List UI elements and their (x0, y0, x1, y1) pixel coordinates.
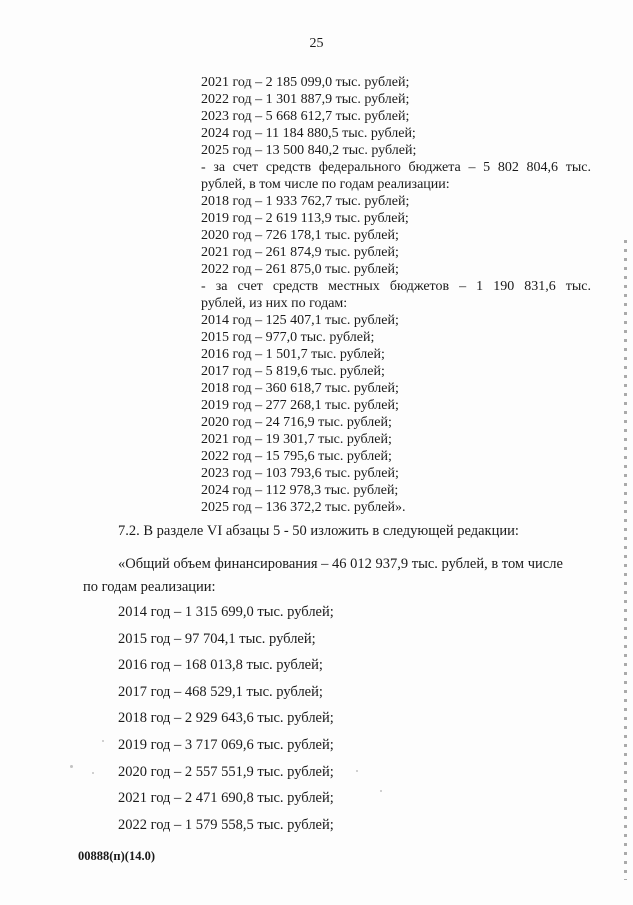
local-year-line: 2016 год – 1 501,7 тыс. рублей; (201, 347, 385, 362)
scan-speck (380, 790, 382, 792)
total-funding-year-list (118, 599, 334, 838)
local-year-line: 2025 год – 136 372,2 тыс. рублей». (201, 500, 406, 515)
total-year-line: 2015 год – 97 704,1 тыс. рублей; (118, 630, 316, 647)
federal-year-line: 2021 год – 261 874,9 тыс. рублей; (201, 245, 399, 260)
total-year-line: 2022 год – 1 579 558,5 тыс. рублей; (118, 816, 334, 833)
year-line: 2023 год – 5 668 612,7 тыс. рублей; (201, 109, 410, 124)
local-year-line: 2024 год – 112 978,3 тыс. рублей; (201, 483, 399, 498)
local-year-line: 2023 год – 103 793,6 тыс. рублей; (201, 466, 399, 481)
total-year-line: 2018 год – 2 929 643,6 тыс. рублей; (118, 710, 334, 727)
section-7-2-heading: 7.2. В разделе VI абзацы 5 - 50 изложить в следующей редакции: (118, 523, 519, 539)
local-budget-intro-cont: рублей, из них по годам: (201, 296, 348, 311)
federal-budget-intro: - за счет средств федерального бюджета – 5 802 804,6 тыс. (201, 160, 591, 175)
total-funding-paragraph-cont: по годам реализации: (83, 579, 216, 595)
year-line: 2025 год – 13 500 840,2 тыс. рублей; (201, 143, 417, 158)
year-line: 2022 год – 1 301 887,9 тыс. рублей; (201, 92, 410, 107)
federal-year-line: 2019 год – 2 619 113,9 тыс. рублей; (201, 211, 409, 226)
scan-speck (70, 765, 73, 768)
total-year-line: 2014 год – 1 315 699,0 тыс. рублей; (118, 604, 334, 620)
document-code: 00888(п)(14.0) (78, 849, 155, 863)
federal-year-line: 2018 год – 1 933 762,7 тыс. рублей; (201, 194, 410, 209)
local-year-line: 2019 год – 277 268,1 тыс. рублей; (201, 398, 399, 413)
local-year-line: 2020 год – 24 716,9 тыс. рублей; (201, 415, 392, 430)
year-line: 2021 год – 2 185 099,0 тыс. рублей; (201, 75, 410, 90)
funding-breakdown-block (201, 74, 591, 516)
scan-speck (356, 770, 358, 772)
total-year-line: 2020 год – 2 557 551,9 тыс. рублей; (118, 763, 334, 780)
scan-speck (102, 740, 104, 742)
local-year-line: 2022 год – 15 795,6 тыс. рублей; (201, 449, 392, 464)
scan-speck (92, 772, 94, 774)
local-year-line: 2018 год – 360 618,7 тыс. рублей; (201, 381, 399, 396)
local-year-line: 2017 год – 5 819,6 тыс. рублей; (201, 364, 385, 379)
local-budget-intro: - за счет средств местных бюджетов – 1 190 831,6 тыс. (201, 279, 591, 294)
local-year-line: 2015 год – 977,0 тыс. рублей; (201, 330, 375, 345)
scan-edge-mark (624, 240, 627, 880)
total-year-line: 2021 год – 2 471 690,8 тыс. рублей; (118, 790, 334, 807)
local-year-line: 2014 год – 125 407,1 тыс. рублей; (201, 313, 399, 328)
total-year-line: 2016 год – 168 013,8 тыс. рублей; (118, 657, 323, 674)
total-year-line: 2017 год – 468 529,1 тыс. рублей; (118, 683, 323, 700)
year-line: 2024 год – 11 184 880,5 тыс. рублей; (201, 126, 416, 141)
federal-year-line: 2020 год – 726 178,1 тыс. рублей; (201, 228, 399, 243)
federal-budget-intro-cont: рублей, в том числе по годам реализации: (201, 177, 450, 192)
local-year-line: 2021 год – 19 301,7 тыс. рублей; (201, 432, 392, 447)
page-number: 25 (309, 36, 324, 51)
total-year-line: 2019 год – 3 717 069,6 тыс. рублей; (118, 736, 334, 753)
total-funding-paragraph: «Общий объем финансирования – 46 012 937,9 тыс. рублей, в том числе (118, 556, 563, 572)
federal-year-line: 2022 год – 261 875,0 тыс. рублей; (201, 262, 399, 277)
